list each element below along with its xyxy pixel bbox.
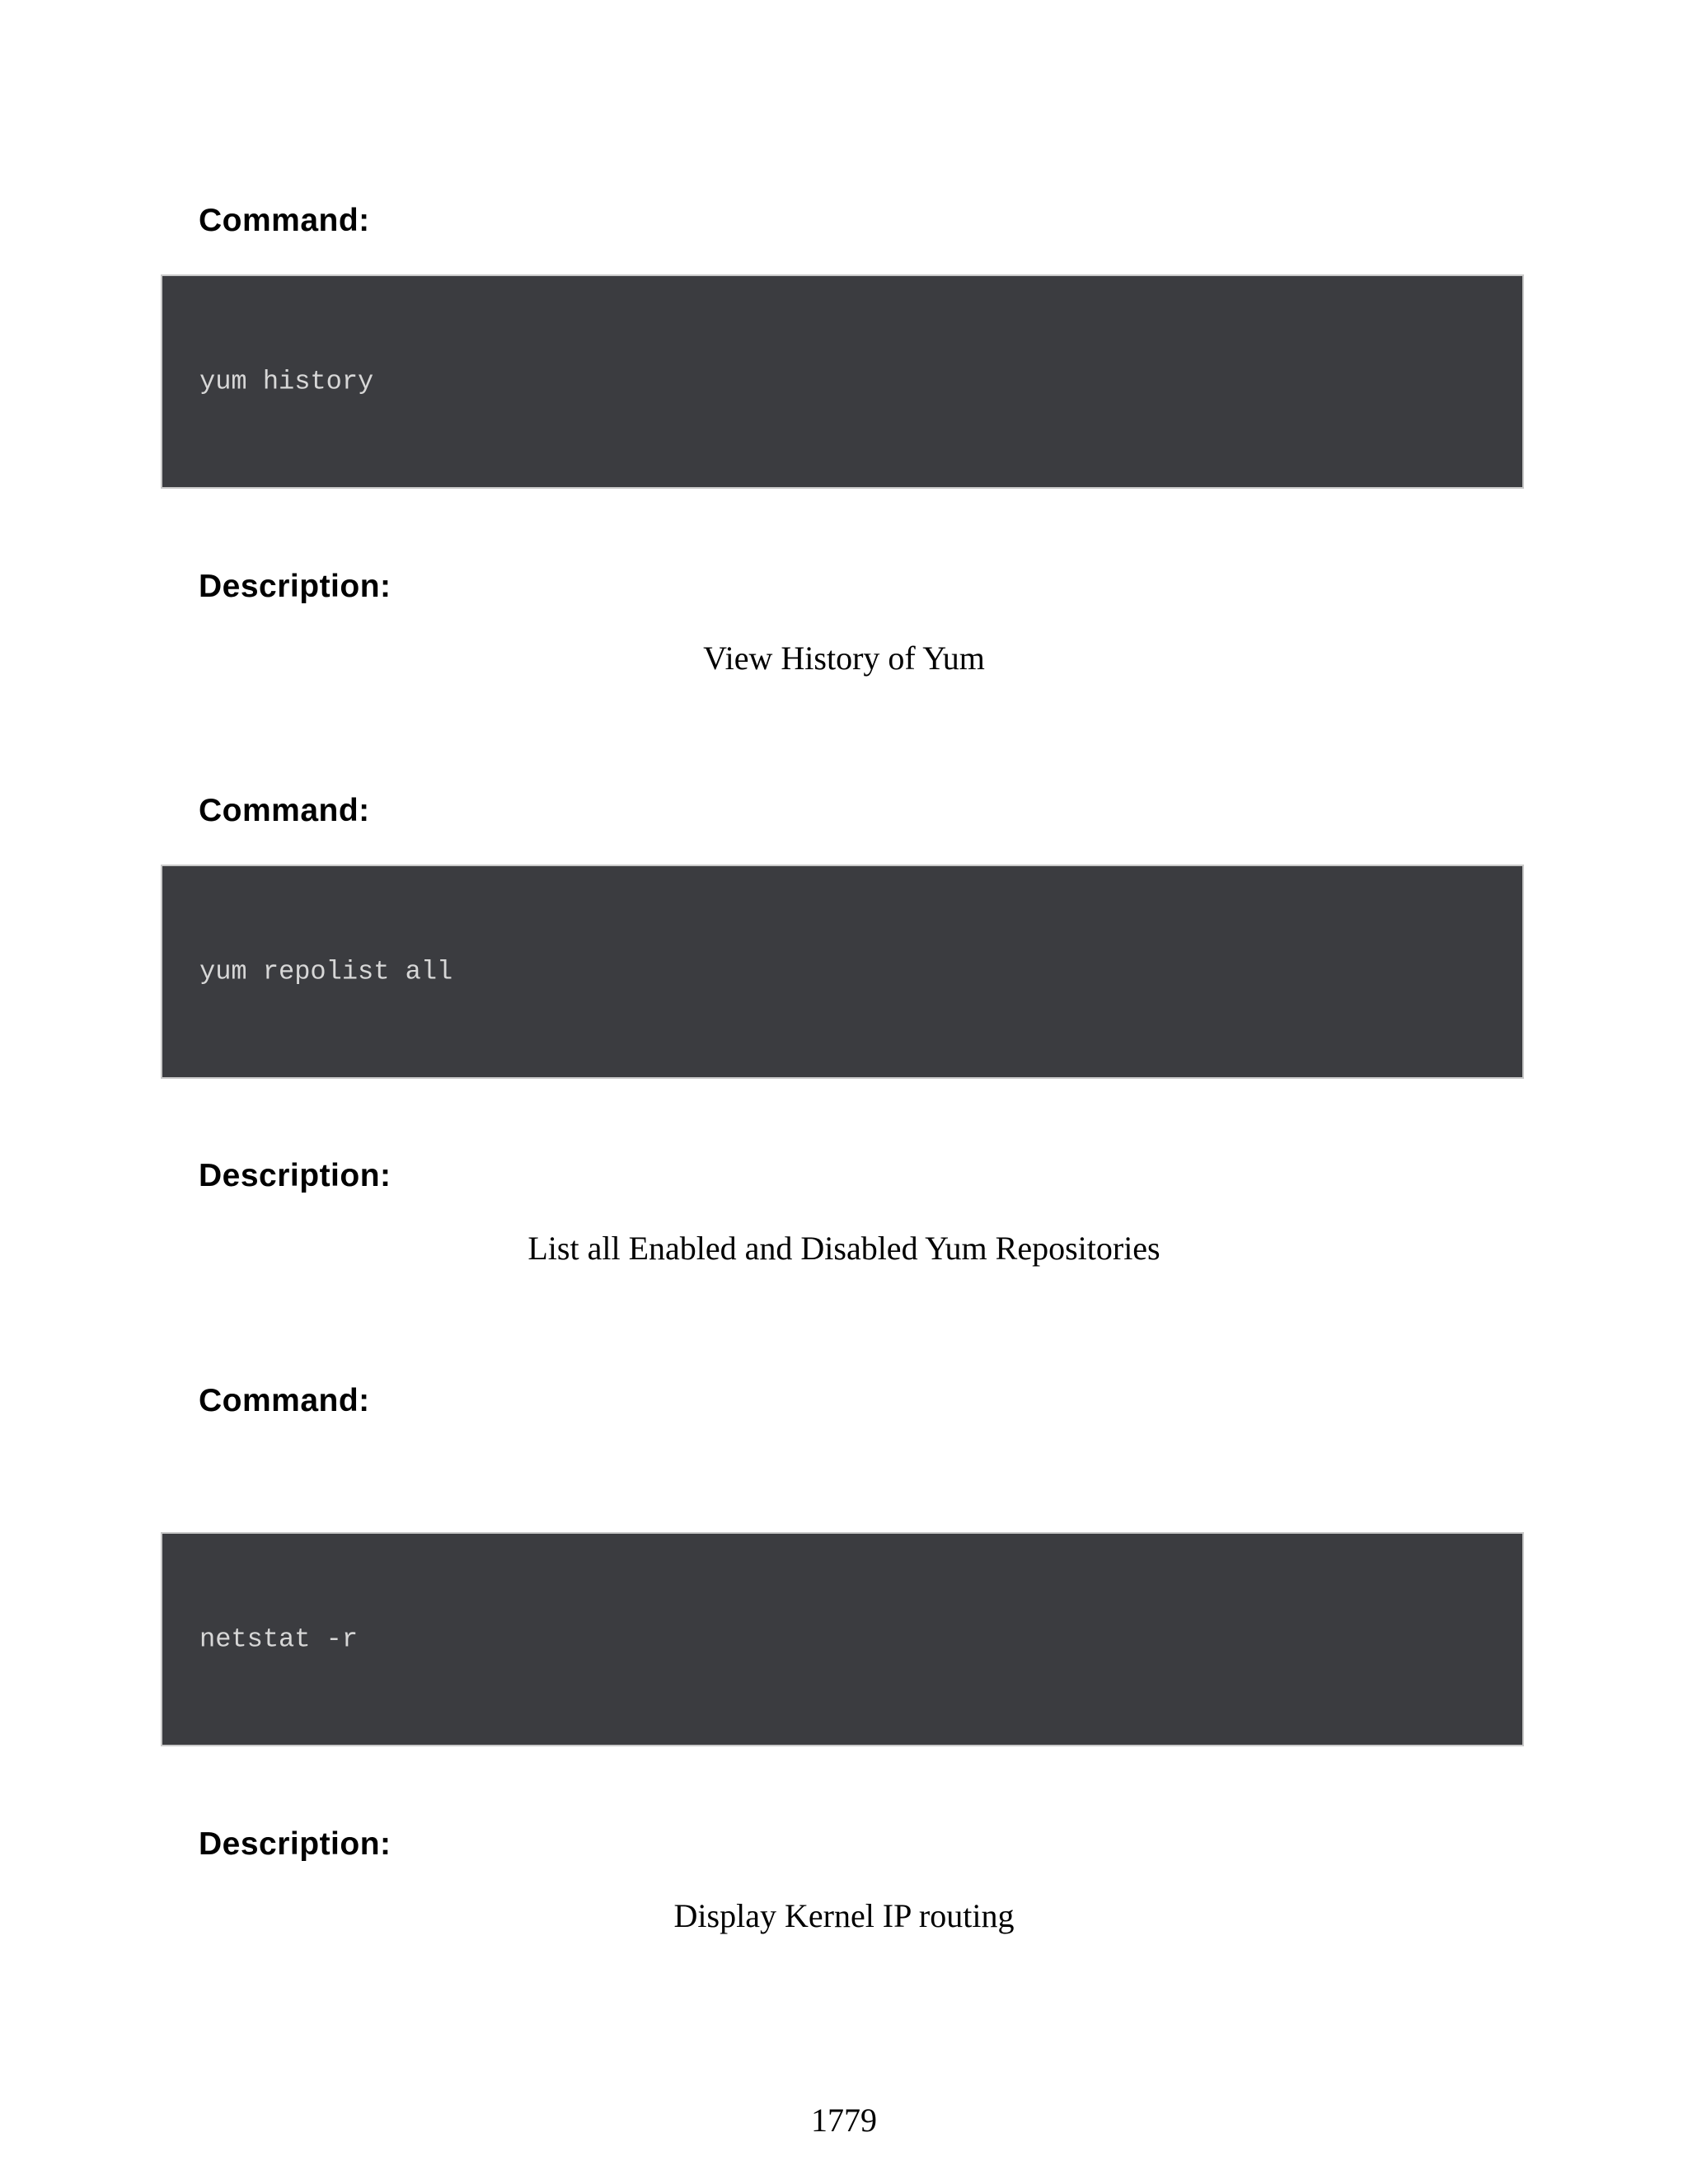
command-text: yum history bbox=[199, 366, 374, 397]
page-number: 1779 bbox=[811, 2102, 877, 2139]
description-label: Description: bbox=[199, 1158, 392, 1193]
command-label: Command: bbox=[199, 203, 370, 238]
description-text: List all Enabled and Disabled Yum Repositories bbox=[528, 1230, 1160, 1267]
command-label: Command: bbox=[199, 793, 370, 828]
code-block bbox=[161, 1532, 1524, 1746]
description-label: Description: bbox=[199, 1826, 392, 1862]
command-text: yum repolist all bbox=[199, 956, 453, 987]
command-text: netstat -r bbox=[199, 1624, 359, 1655]
code-block bbox=[161, 274, 1524, 489]
description-text: Display Kernel IP routing bbox=[673, 1897, 1015, 1934]
command-label: Command: bbox=[199, 1383, 370, 1418]
description-text: View History of Yum bbox=[703, 640, 985, 677]
description-label: Description: bbox=[199, 569, 392, 604]
code-block bbox=[161, 865, 1524, 1079]
